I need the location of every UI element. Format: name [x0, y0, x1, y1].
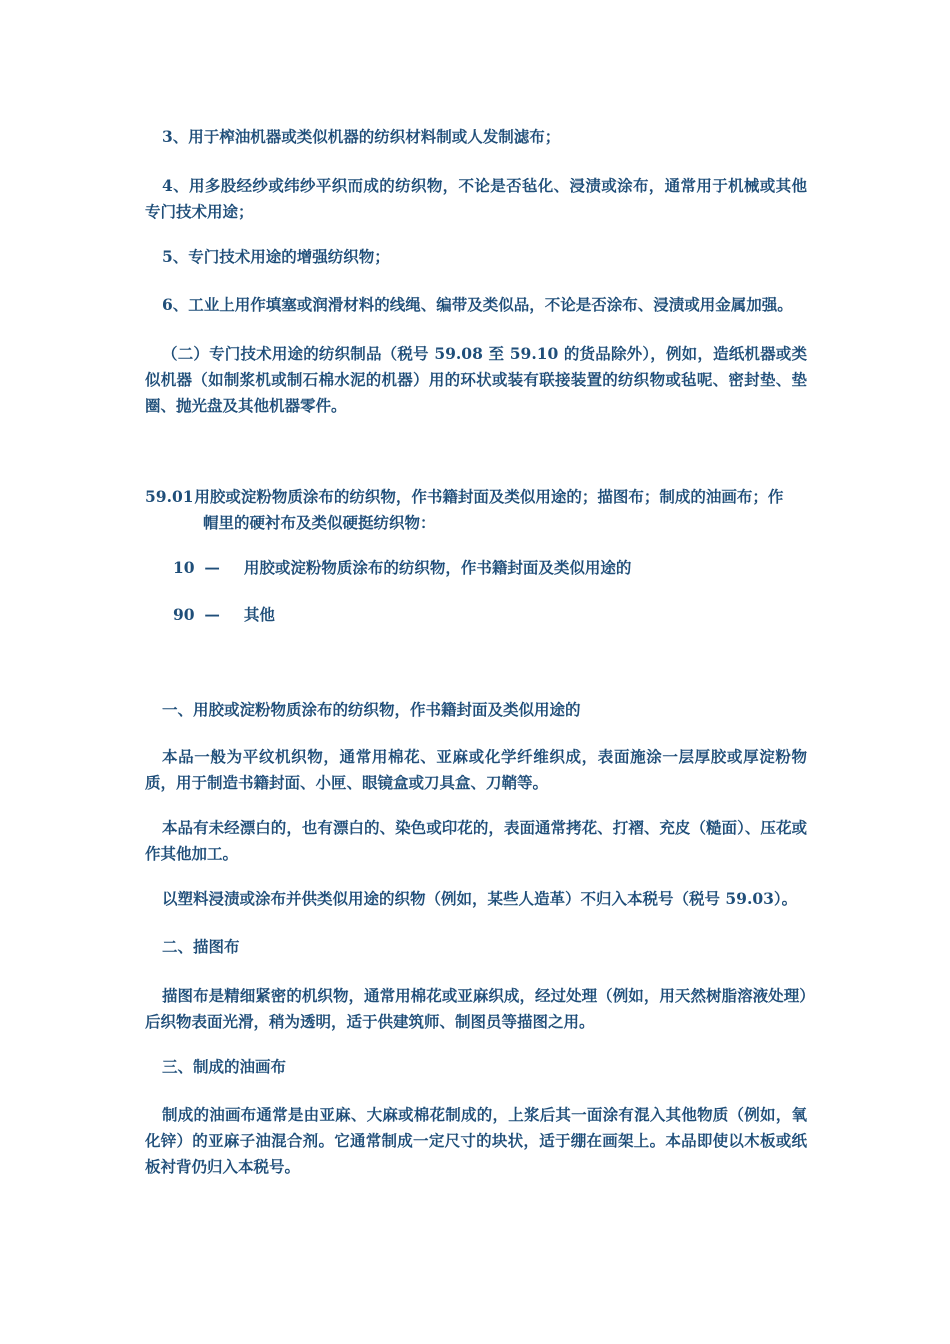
heading-title-line1: 用胶或淀粉物质涂布的纺织物，作书籍封面及类似用途的；描图布；制成的油画布；作 [194, 487, 784, 506]
section-1-title: 一、用胶或淀粉物质涂布的纺织物，作书籍封面及类似用途的 [162, 700, 581, 719]
section-1-paragraph-3: 以塑料浸渍或涂布并供类似用途的织物（例如，某些人造革）不归入本税号（税号 59.03）。 [162, 889, 798, 908]
subheading-90 [173, 602, 275, 628]
section-3-paragraph-1: 制成的油画布通常是由亚麻、大麻或棉花制成的，上浆后其一面涂有混入其他物质（例如，氧化锌）的亚麻子油混合剂。它通常制成一定尺寸的块状，适于绷在画架上。本品即使以木板或纸板衬背仍归入本税号。 [145, 1105, 807, 1176]
section-2-paragraph-1: 描图布是精细紧密的机织物，通常用棉花或亚麻织成，经过处理（例如，用天然树脂溶液处理）后织物表面光滑，稍为透明，适于供建筑师、制图员等描图之用。 [145, 986, 807, 1031]
section-1-paragraph-2: 本品有未经漂白的，也有漂白的、染色或印花的，表面通常拷花、打褶、充皮（糙面）、压花或作其他加工。 [145, 818, 807, 863]
heading-code: 59.01 [145, 487, 194, 506]
subheading-10 [173, 555, 631, 581]
paragraph-item-6: 6、工业上用作填塞或润滑材料的线绳、编带及类似品，不论是否涂布、浸渍或用金属加强。 [162, 295, 793, 314]
paragraph-item-4: 4、用多股经纱或纬纱平织而成的纺织物，不论是否毡化、浸渍或涂布，通常用于机械或其他专门技术用途； [145, 176, 807, 221]
heading-59-01 [145, 484, 807, 536]
subheading-dash: — [204, 605, 220, 624]
subheading-number: 10 [173, 558, 195, 577]
paragraph-item-3: 3、用于榨油机器或类似机器的纺织材料制或人发制滤布； [162, 127, 561, 146]
subheading-text: 其他 [243, 605, 275, 624]
subheading-number: 90 [173, 605, 195, 624]
subheading-text: 用胶或淀粉物质涂布的纺织物，作书籍封面及类似用途的 [243, 558, 632, 577]
section-2-title: 二、描图布 [162, 937, 240, 956]
heading-title-line2: 帽里的硬衬布及类似硬挺纺织物： [203, 513, 436, 532]
section-3-title: 三、制成的油画布 [162, 1057, 287, 1076]
section-1-paragraph-1: 本品一般为平纹机织物，通常用棉花、亚麻或化学纤维织成，表面施涂一层厚胶或厚淀粉物质，用于制造书籍封面、小匣、眼镜盒或刀具盒、刀鞘等。 [145, 747, 807, 792]
paragraph-item-5: 5、专门技术用途的增强纺织物； [162, 247, 390, 266]
subheading-dash: — [204, 558, 220, 577]
paragraph-special-articles: （二）专门技术用途的纺织制品（税号 59.08 至 59.10 的货品除外），例如，造纸机器或类似机器（如制浆机或制石棉水泥的机器）用的环状或装有联接装置的纺织物或毡呢、密封垫、垫圈、抛光盘及其他机器零件。 [145, 344, 807, 415]
